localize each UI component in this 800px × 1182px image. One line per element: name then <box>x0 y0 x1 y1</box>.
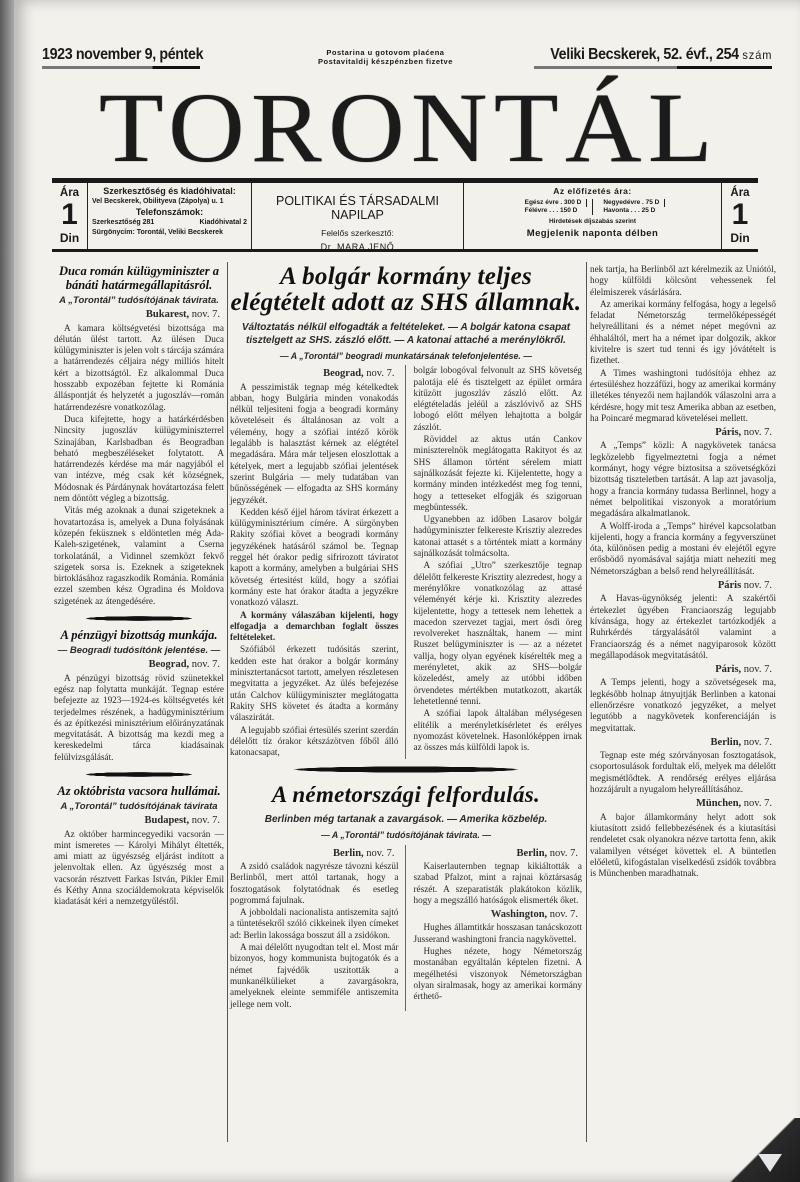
dateline: Berlin, nov. 7. <box>710 736 772 748</box>
lead-byline: — A „Torontál” beogradi munkatársának telefonjelentése. — <box>279 351 533 361</box>
separator-ornament <box>58 615 220 622</box>
page-turn-icon[interactable] <box>758 1154 782 1172</box>
headline: A pénzügyi bizottság munkája. <box>60 628 218 643</box>
article-duca: Duca román külügyminiszter a bánáti határmegállapitásról. A „Torontál” tudósítójának távirata. Bukarest, nov. 7. A kamara költségvetési bizottsága ma délután ülést tartott. Az ülésen Duca külügyminiszter is jelen volt s tárcája számára a határrendezés céljaira négy milliós hitelt kért a bizottságtól. Ez alkalommal Duca hosszabb expozéban fejtette ki Románia álláspontját és helyzetét a jugoszláv—román határrendezésre vonatkozólag. Duca kifejtette, hogy a határkérdésben Nincsity jugoszláv külügyminiszterrel Szinajában, Karlsbadban és Beogradban beható megbeszéléseket folytatott. A határrendezés kérdése ma már nagyjából el van intézve, még csak két községnek, Módosnak és Párdánynak hovátartozása felett nem döntött végleg a bizottság. Vitás még azoknak a dunai szigeteknek a hovatartozása is, amelyek a Duna folyásának közepén feküsznek s eldöntetlen még Ada-Kaleh-szigetének, valamint a Cserna torkolatánál, a Vidinnel szemközt fekvő szigetek sorsa is. Ezeknek a szigeteknek birtoklásához ragaszkodik Románia. Románia ezzel szemben kész Ogradina és Moldova szigetének az átengedésére. <box>54 264 224 606</box>
price-box-right: Ára 1 Din <box>730 187 750 245</box>
subscription-box: Az előfizetés ára: Egész évre . 300 D Félévre . . . 150 D Negyedévre . 75 D Havonta . . . 25 D Hirdetések díjszabás szerint Megjelenik naponta délben <box>464 183 722 249</box>
dateline: Páris, nov. 7. <box>715 427 772 439</box>
column-rule <box>586 262 587 1142</box>
postal-note: Postarina u gotovom plaćena Postavitaldij készpénzben fizetve <box>318 48 453 66</box>
separator-ornament <box>236 765 576 774</box>
office-info: Szerkesztőség és kiadóhivatal: Vel Becskerek, Obilityeva (Zápolya) u. 1 Telefonszámok: Szerkesztőség 281 Kiadóhivatal 2 Sürgönycím: Torontál, Veliki Becskerek <box>88 183 252 249</box>
lead-deck: Változtatás nélkül elfogadták a feltételeket. — A bolgár katona csapat tisztelgett az SHS. zászló előtt. — A katonai attaché a merényl​ökről. <box>241 322 571 346</box>
column-1 <box>54 264 224 909</box>
dateline: Washington, nov. 7. <box>490 909 578 921</box>
dateline: Beograd, nov. 7. <box>148 659 220 671</box>
germany-body: Berlin, nov. 7. A zsidó családok nagyrésze távozni készül Berlinből, mert attól tartanak, hogy a fosztogatások folytatódnak és esetleg pogrommá fajulnak. A jobboldali nacionalista antiszemita sajtó a tüntetésekről szóló cikkeinek ilyen címeket ad: Berlin lakossága bosszut áll a zsidókon. A mai délelőtt nyugodtan telt el. Most már bizonyos, hogy kommunista bujtogatók és a német fajvédők uszitották a munkanélkülieket a zavargásokra, amelyeknek eleinte semmiféle antiszemita jellege nem volt. Berlin, nov. 7. Kaiserlauternben tegnap kikiáltották a szabad Pfalzot, mint a rajnai köztársaság részét. A szeparatisták plakátokon közlik, hogy a megszálló hatóságok elismerték őket. Washington, nov. 7. Hughes államtitkár hosszasan tanácskozott Jusserand washingtoni francia nagykövettel. Hughes nézete, hogy Németország mostanában egyáltalán képtelen fizetni. A megélhetési viszonyok Németországban olyan siralmasak, hogy az amerikai kormány érthető- <box>230 845 582 1011</box>
price-box-left: Ára 1 Din <box>52 183 88 249</box>
lead-body: Beograd, nov. 7. A pesszimisták tegnap még kételkedtek abban, hogy Bulgária minden vonakodás nélkül teljesiteni fogja a beogradi kormány követeléseit és általánosan az volt a vélemény, hogy a szófiai intéző körök legalább is halasztást kérnek az elégtétel megadására. Mára már teljesen eloszlottak a kételyek, mert a legujabb szófiai jelentések szerint Bulgária — mely tudatában van bűnösségének — elfogadta az SHS kormány jegyzékét. Kedden késő éjjel három távirat érkezett a külügyminisztérium címére. A sürgönyben Rakity szófiai követ a beogradi kormány jegyzékének hatásáról számol be. Tegnap reggel hét órakor pedig sifrirozott táviratot kapott a kormány, amelyben a bulgáriai SHS követség értesitést küld, hogy a szófiai kormány este hat órakor átadta a jegyzékre vonatkozó választ. A kormány válaszában kijelenti, hogy elfogadja a demarchban foglalt összes feltételeket. Szófiából érkezett tudósitás szerint, kedden este hat órakor a bolgár kormány minisztertanácsot tartott, amelyen részletesen megvitatta a jegyzéket. Az ülés befejezése után Calchov külügyminiszter meglátogatta Rakity SHS követet és átadta a kormány válaszirátát. A legujabb szófiai értesülés szerint szerdán délelőtt tíz órakor kétszázötven főből álló katonacsapat, bolgár lobogóval felvonult az SHS követség palotája elé és tisztelgett az épület ormára kitűzött jugoszláv zászló előtt. Az elégtételadás jeléül a zászlóvivő az SHS lobogó előtt mélyen lehajtotta a bolgár zászlót. Röviddel az aktus után Cankov miniszterelnök meglátogatta Rakityot és az SHS államon történt sérelem miatt sajnálkozását fejezte ki. Kijelentette, hogy a kormány minden intézkedést meg fog tenni, hogy a tetteseket elfogják és szigoruan megbüntessék. Ugyanebben az időben Lasarov bolgár hadügyminiszter felkereste Krisztiy alezredes katonai attasét s a történtek miatt a kormány sajnálkozását tolmácsolta. A szófiai „Utro” szerkesztője tegnap délelőtt felkereste Krisztity alezredest, hogy a merénylőkre vonatkozólag az attasé véleményét kérje ki. Krisztity alezredes kijelentette, hogy a tettesek nem lehettek a macedon szervezet tagjai, mert ósdi öreg revolvereket használtak, hanem — mint Ruszet belügyminiszter is — az a nézetet vallja, hogy olyan egyének kísérelték meg a merényletet, akik az SHS—bolgár közeledést, amely az utóbbi időben örvendetes mértékben mutatkozott, akarták lehetetlenné tenni. A szófiai lapok általában mélységesen elítélik a merényletkísérletet és erélyes nyomozást követelnek. Hasonlóképpen irnak az összes más külföldi lapok is. <box>230 365 582 759</box>
article-penzugyi: A pénzügyi bizottság munkája. — Beogradi tudósítónk jelentése. — Beograd, nov. 7. A pénzügyi bizottság rövid szünetekkel egész nap folytatta munkáját. Tegnap estére befejezte az 1923—1924-es költségvetés két terjedelmes részének, a hadügyminisztérium és az építkezési minisztérium előirányzatának megvitatását. A bizottság ma kezdi meg a kereskedelmi tárca kiadásainak felülvizsgálását. <box>54 628 224 762</box>
date-underline <box>42 66 200 69</box>
separator-ornament <box>58 771 220 778</box>
byline: — Beogradi tudósítónk jelentése. — <box>57 645 221 657</box>
headline: Az októbrista vacsora hullámai. <box>57 783 221 798</box>
page-edge-shadow <box>0 0 14 1182</box>
headline: Duca román külügyminiszter a bánáti határmegállapitásról. <box>58 264 220 292</box>
dateline: Berlin, nov. 7. <box>333 847 395 859</box>
byline: A „Torontál” tudósítójának távirata <box>60 800 218 812</box>
masthead-title: TORONTÁL <box>98 72 720 183</box>
germany-deck: Berlinben még tartanak a zavargások. — Amerika közbelép. <box>264 814 548 826</box>
column-4: nek tartja, ha Berlinből azt kérelmezik az Uniótól, hogy külföldi kölcsönt vehessenek fel élelmiszerek vásárlására. Az amerikai kormány felfogása, hogy a legelső feladat Németország termelőképességét helyreállitani és a német népet megóvni az éhhaláltól, mert ha a német ipar dolgozik, akkor kivitelre is szert tud tenni és igy jóvátételt is fizethet. A Times washingtoni tudósítója ehhez az értesüléshez hozzáfűzi, hogy az amerikai kormány illetékes tényezői nem hajlandók válaszolni arra a kérdésre, hogy mit tesz Amerika abban az esetben, ha Poincaré megmarad követelései mellett. Páris, nov. 7. A „Temps” közli: A nagykövetek tanácsa legközelebb figyelmeztetni fogja a német kormányt, hogy végre biztositsa a szövetségközi bizottság tiszteletben tartását. A lap azt javasolja, hogy a francia kormány tudassa Berlinnel, hogy a német belpolitikai viszonyok a moratórium megadására alkalmatlanok. A Wolff-iroda a „Temps” hirével kapcsolatban kijelenti, hogy a francia kormány a fegyverszünet óta, különösen pedig a mostani év elejétől egyre erősbödő nyomásával sajátja miatt nehezíti meg Németországban a belső rend helyreállítását. Páris nov. 7. A Havas-ügynökség jelenti: A szakértői értekezlet ügyében Franciaország legujabb kívánsága, hogy az értekezlet tartózkodjék a Ruhrkérdés tárgyalásától valamint a Franciaország és a német nagyiparosok között megállapodások megvitatásától. Páris, nov. 7. A Temps jelenti, hogy a szövetségesek ma, legkésőbb holnap átnyujtják Berlinben a katonai ellenőrzésre vonatkozó jegyzéket, a melyet legutóbb a nagykövetek konferenciáján is megvitattak. Berlin, nov. 7. Tegnap este még szórványosan fosztogatások, csoportosulások fordultak elő, melyek ma délelőtt megismétlődtek. A rendőrség erélyes eljárása hozzájárult a nyugalom helyreállításához. München, nov. 7. A bajor államkormány helyt adott sok kiutasított zsidó fellebbezésének és a kiutasítási rendeletet csak olyanokra nézve tartotta fenn, akik valamilyen vétséget követtek el. A büntetlen előéletű, kifogástalan viselkedésű zsidók továbbra is Münchenben maradhatnak. <box>590 264 776 879</box>
dateline: Páris, nov. 7. <box>715 664 772 676</box>
page-corner-fold <box>728 1118 800 1182</box>
dateline: Beograd, nov. 7. <box>323 368 395 380</box>
issue-date: 1923 november 9, péntek <box>42 46 204 63</box>
dateline: Budapest, nov. 7. <box>144 815 220 827</box>
subtitle-box: POLITIKAI ÉS TÁRSADALMI NAPILAP Felelős szerkesztő: Dr. MARA JENŐ <box>252 183 464 249</box>
dateline: Páris nov. 7. <box>717 580 772 592</box>
byline: A „Torontál” tudósítójának távirata. <box>59 295 219 306</box>
column-rule <box>227 262 228 1142</box>
info-bar <box>52 178 758 252</box>
issue-underline <box>534 66 772 69</box>
germany-headline: A németországi felfordulás. <box>271 782 541 808</box>
dateline: München, nov. 7. <box>695 798 772 810</box>
dateline: Bukarest, nov. 7. <box>145 309 220 321</box>
dateline: Berlin, nov. 7. <box>516 847 578 859</box>
lead-headline: A bolgár kormány teljes elégtételt adott az SHS államnak. <box>230 263 582 316</box>
germany-byline: — A „Torontál” tudósítójának távirata. — <box>320 830 492 841</box>
issue-number: Veliki Becskerek, 52. évf., 254 szám <box>549 46 772 63</box>
article-oktobrista: Az októbrista vacsora hullámai. A „Torontál” tudósítójának távirata Budapest, nov. 7. Az október harmincegyediki vacsorán — mint ismeretes — Károlyi Mihályt éltették, ami miatt az ügyészség eljárást indított a jelenvoltak ellen. Az ügyészség most a vacsorán résztvett Farkas István, Pikler Emil és Kéthy Anna szociáldemokrata képviselők kiadatását kéri a nemzetgyűléstől. <box>54 783 224 907</box>
lead-section <box>230 264 582 1011</box>
